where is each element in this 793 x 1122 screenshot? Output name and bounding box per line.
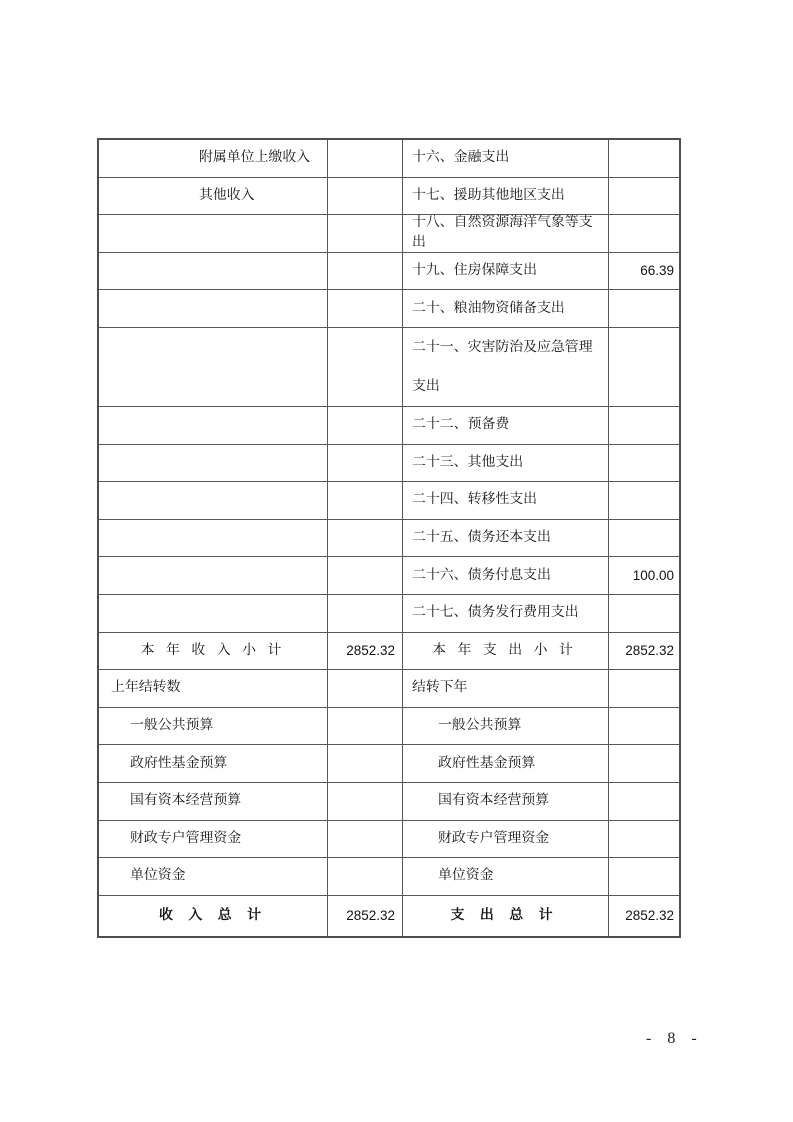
expense-amount-cell: 2852.32 bbox=[625, 642, 674, 658]
expense-item-cell: 一般公共预算 bbox=[403, 708, 609, 745]
table-row bbox=[99, 745, 679, 783]
expense-item-cell: 二十二、预备费 bbox=[403, 407, 609, 444]
income-item-cell bbox=[99, 482, 328, 519]
income-amount-cell bbox=[328, 745, 403, 782]
table-row bbox=[99, 290, 679, 328]
expense-amount-cell bbox=[609, 708, 681, 745]
table-row bbox=[99, 178, 679, 216]
income-item-cell bbox=[99, 445, 328, 482]
table-row bbox=[99, 520, 679, 558]
expense-item-cell: 财政专户管理资金 bbox=[403, 821, 609, 858]
income-amount-cell bbox=[328, 595, 403, 632]
income-amount-cell bbox=[328, 290, 403, 327]
income-item-cell: 单位资金 bbox=[99, 858, 328, 895]
expense-amount-cell: 66.39 bbox=[640, 263, 674, 279]
expense-item-cell: 十九、住房保障支出 bbox=[403, 253, 609, 290]
income-amount-cell bbox=[328, 858, 403, 895]
table-row bbox=[99, 783, 679, 821]
table-row bbox=[99, 858, 679, 896]
income-item-cell bbox=[99, 557, 328, 594]
income-amount-cell bbox=[328, 821, 403, 858]
expense-amount-cell bbox=[609, 290, 681, 327]
expense-amount-cell bbox=[609, 783, 681, 820]
income-item-cell: 财政专户管理资金 bbox=[99, 821, 328, 858]
expense-item-cell: 二十、粮油物资储备支出 bbox=[403, 290, 609, 327]
expense-amount-cell bbox=[609, 821, 681, 858]
income-item-cell: 上年结转数 bbox=[99, 670, 328, 707]
table-row bbox=[99, 445, 679, 483]
expense-amount-cell bbox=[609, 858, 681, 895]
expense-item-cell: 支 出 总 计 bbox=[403, 896, 609, 936]
income-item-cell bbox=[99, 520, 328, 557]
expense-amount-cell bbox=[609, 745, 681, 782]
expense-amount-cell bbox=[609, 215, 681, 252]
table-row bbox=[99, 896, 679, 936]
expense-item-cell: 二十三、其他支出 bbox=[403, 445, 609, 482]
expense-item-cell: 二十五、债务还本支出 bbox=[403, 520, 609, 557]
expense-item-cell: 本 年 支 出 小 计 bbox=[403, 633, 609, 670]
expense-item-cell: 十六、金融支出 bbox=[403, 140, 609, 177]
expense-item-cell: 十七、援助其他地区支出 bbox=[403, 178, 609, 215]
table-row bbox=[99, 215, 679, 253]
income-item-cell bbox=[99, 253, 328, 290]
income-item-cell: 其他收入 bbox=[99, 178, 328, 215]
table-row bbox=[99, 328, 679, 407]
expense-amount-cell: 2852.32 bbox=[625, 907, 674, 923]
table-row bbox=[99, 633, 679, 671]
income-amount-cell bbox=[328, 178, 403, 215]
income-item-cell bbox=[99, 407, 328, 444]
expense-amount-cell bbox=[609, 407, 681, 444]
expense-amount-cell bbox=[609, 670, 681, 707]
table-row bbox=[99, 557, 679, 595]
income-amount-cell bbox=[328, 482, 403, 519]
income-item-cell bbox=[99, 328, 328, 406]
table-row bbox=[99, 670, 679, 708]
expense-item-cell: 二十六、债务付息支出 bbox=[403, 557, 609, 594]
table-row bbox=[99, 140, 679, 178]
income-amount-cell bbox=[328, 407, 403, 444]
expense-item-cell: 二十七、债务发行费用支出 bbox=[403, 595, 609, 632]
expense-amount-cell bbox=[609, 482, 681, 519]
income-amount-cell bbox=[328, 557, 403, 594]
table-row bbox=[99, 821, 679, 859]
income-amount-cell bbox=[328, 708, 403, 745]
table-row bbox=[99, 595, 679, 633]
income-item-cell: 附属单位上缴收入 bbox=[99, 140, 328, 177]
income-item-cell: 一般公共预算 bbox=[99, 708, 328, 745]
expense-item-cell: 结转下年 bbox=[403, 670, 609, 707]
income-item-cell bbox=[99, 595, 328, 632]
expense-amount-cell bbox=[609, 445, 681, 482]
table-row bbox=[99, 482, 679, 520]
income-item-cell bbox=[99, 290, 328, 327]
income-item-cell: 本 年 收 入 小 计 bbox=[99, 633, 328, 670]
expense-amount-cell bbox=[609, 595, 681, 632]
income-item-cell: 收 入 总 计 bbox=[99, 896, 328, 936]
income-item-cell bbox=[99, 215, 328, 252]
expense-amount-cell bbox=[609, 328, 681, 406]
expense-amount-cell bbox=[609, 178, 681, 215]
income-amount-cell bbox=[328, 253, 403, 290]
expense-item-cell: 二十一、灾害防治及应急管理支出 bbox=[403, 328, 609, 406]
table-row bbox=[99, 253, 679, 291]
income-amount-cell: 2852.32 bbox=[328, 896, 403, 936]
income-amount-cell bbox=[328, 328, 403, 406]
budget-table bbox=[97, 138, 681, 938]
income-item-cell: 政府性基金预算 bbox=[99, 745, 328, 782]
expense-item-cell: 二十四、转移性支出 bbox=[403, 482, 609, 519]
expense-amount-cell bbox=[609, 520, 681, 557]
expense-item-cell: 政府性基金预算 bbox=[403, 745, 609, 782]
income-amount-cell bbox=[328, 670, 403, 707]
income-amount-cell: 2852.32 bbox=[328, 633, 403, 670]
expense-item-cell: 国有资本经营预算 bbox=[403, 783, 609, 820]
expense-item-cell: 单位资金 bbox=[403, 858, 609, 895]
income-amount-cell bbox=[328, 783, 403, 820]
table-row bbox=[99, 708, 679, 746]
expense-amount-cell bbox=[609, 140, 681, 177]
income-amount-cell bbox=[328, 445, 403, 482]
expense-item-cell: 十八、自然资源海洋气象等支出 bbox=[403, 215, 609, 252]
expense-amount-cell: 100.00 bbox=[632, 567, 674, 583]
income-item-cell: 国有资本经营预算 bbox=[99, 783, 328, 820]
table-row bbox=[99, 407, 679, 445]
income-amount-cell bbox=[328, 140, 403, 177]
income-amount-cell bbox=[328, 215, 403, 252]
page-number: - 8 - bbox=[646, 1030, 700, 1047]
income-amount-cell bbox=[328, 520, 403, 557]
